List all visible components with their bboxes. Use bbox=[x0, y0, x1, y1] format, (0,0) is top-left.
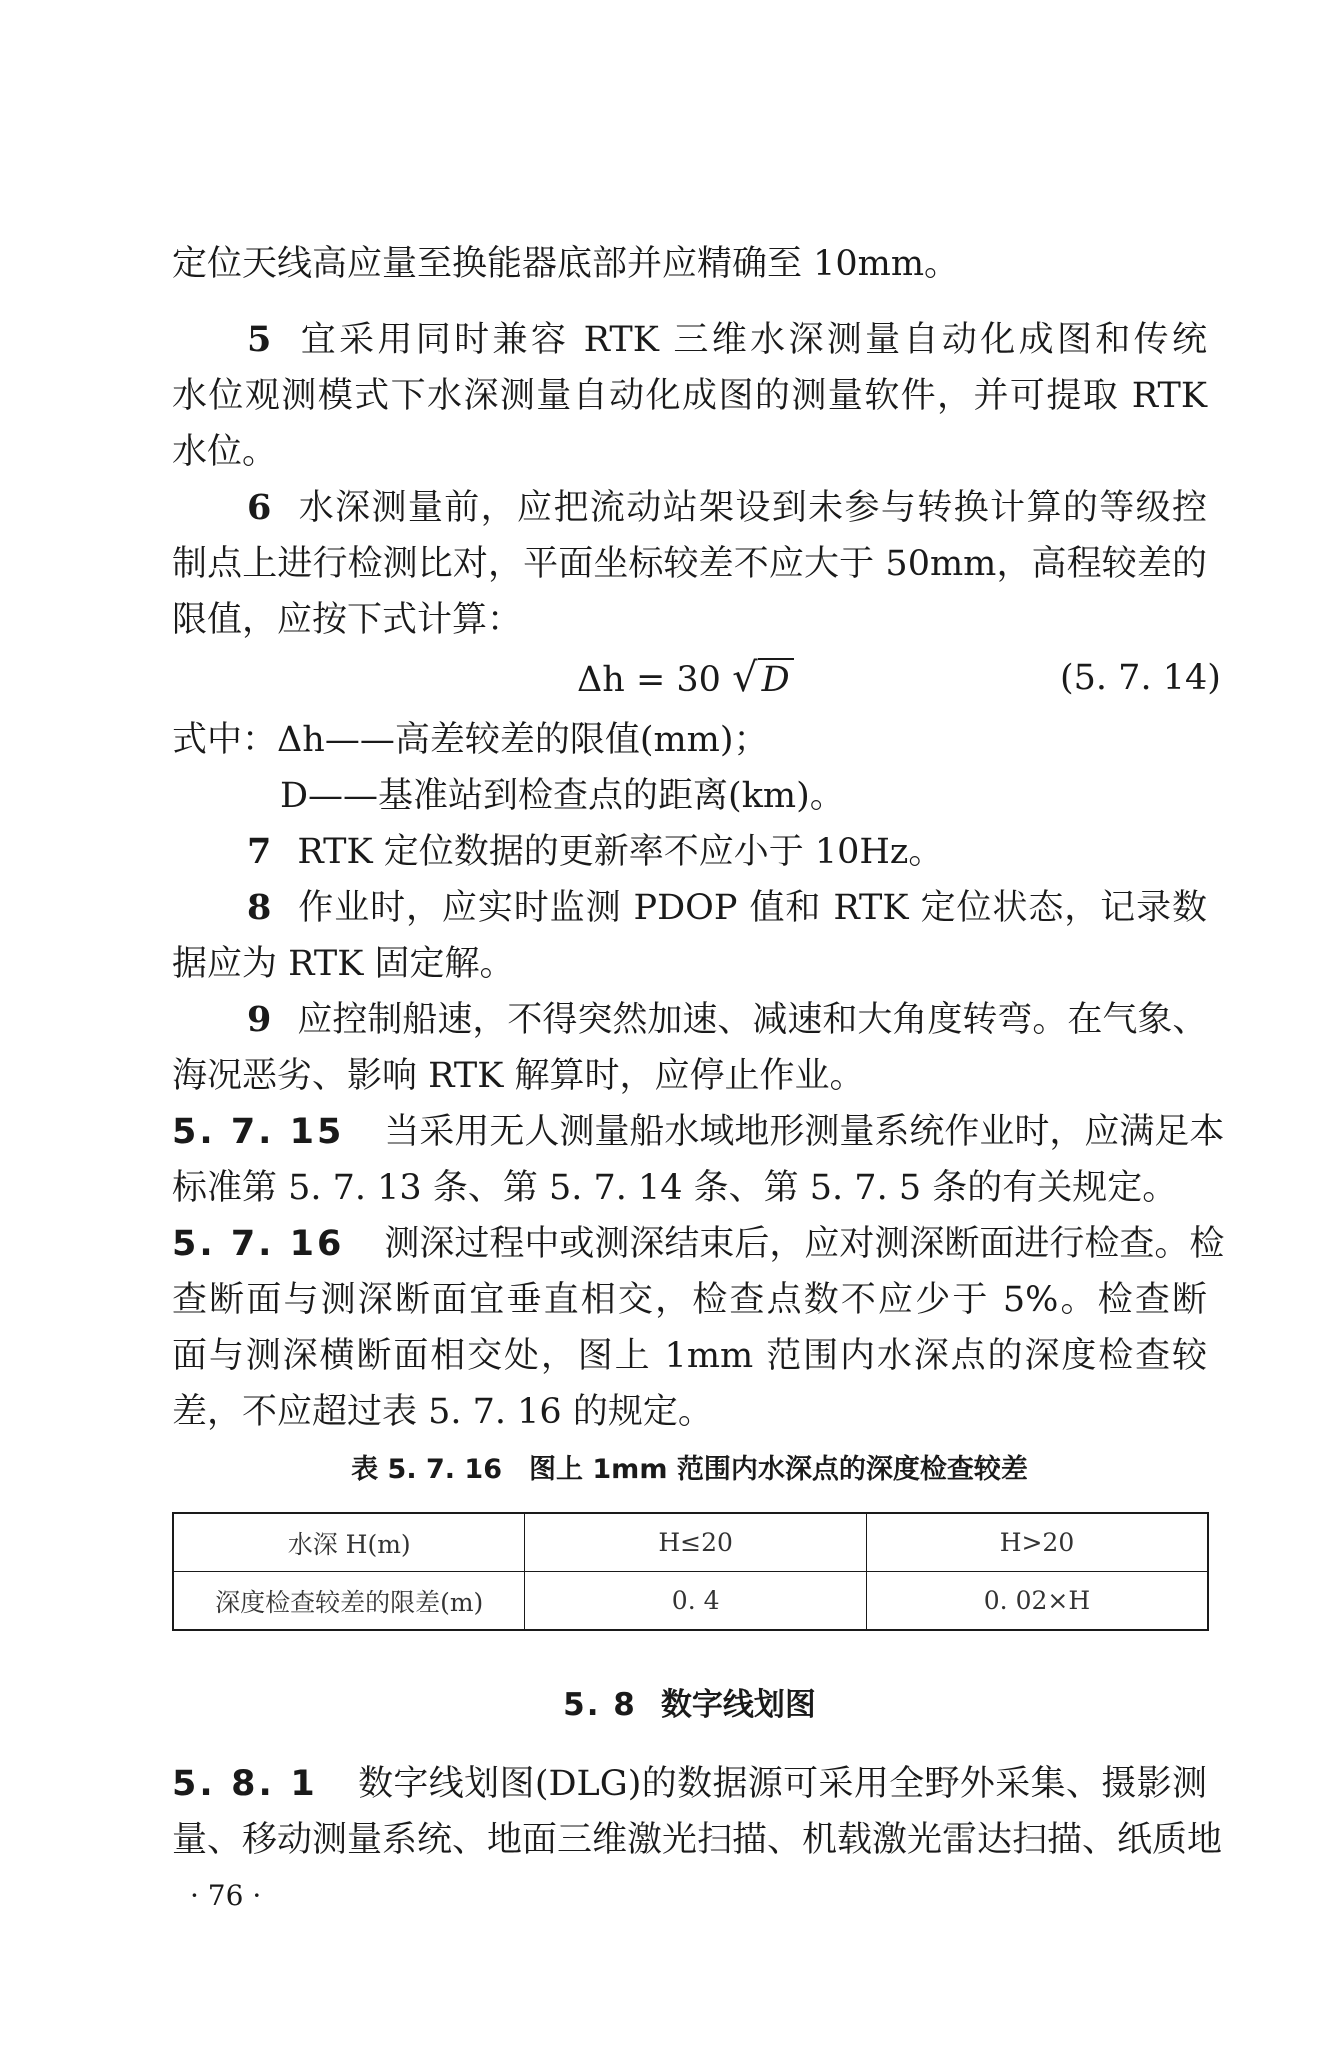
item-number: 5 bbox=[247, 319, 272, 360]
where-line: 式中：Δh——高差较差的限值(mm)； bbox=[172, 720, 769, 760]
item-7 bbox=[247, 824, 1207, 880]
clause-number: 5. 7. 16 bbox=[172, 1224, 345, 1264]
clause-text: 测深过程中或测深结束后，应对测深断面进行检查。检 bbox=[384, 1224, 1225, 1264]
page-number: · 76 · bbox=[190, 1879, 262, 1912]
item-number: 7 bbox=[247, 831, 272, 872]
item-8 bbox=[247, 880, 1207, 936]
item-number: 9 bbox=[247, 999, 272, 1040]
formula-lhs: Δh = 30 bbox=[577, 660, 733, 700]
paragraph-line: 标准第 5. 7. 13 条、第 5. 7. 14 条、第 5. 7. 5 条的有关规定。 bbox=[172, 1168, 1178, 1208]
paragraph-line: 水位。 bbox=[172, 432, 278, 472]
formula: Δh = 30 √ D bbox=[577, 650, 794, 706]
table-cell: 深度检查较差的限差(m) bbox=[173, 1572, 525, 1631]
item-text: 水深测量前，应把流动站架设到未参与转换计算的等级控 bbox=[297, 488, 1207, 528]
item-number: 8 bbox=[247, 887, 272, 928]
limits-table bbox=[172, 1512, 1209, 1631]
table-cell: 0. 4 bbox=[525, 1572, 867, 1631]
section-title: 数字线划图 bbox=[660, 1687, 816, 1723]
paragraph-line: 查断面与测深断面宜垂直相交，检查点数不应少于 5%。检查断 bbox=[172, 1280, 1207, 1320]
table-row bbox=[173, 1513, 1208, 1572]
formula-radicand: D bbox=[758, 658, 794, 700]
paragraph-line: 量、移动测量系统、地面三维激光扫描、机载激光雷达扫描、纸质地 bbox=[172, 1820, 1223, 1860]
clause-5-7-16 bbox=[172, 1216, 1225, 1272]
table-cell: H≤20 bbox=[525, 1513, 867, 1572]
paragraph-line: 水位观测模式下水深测量自动化成图的测量软件，并可提取 RTK bbox=[172, 376, 1207, 416]
section-number: 5. 8 bbox=[563, 1687, 637, 1723]
table-row bbox=[173, 1572, 1208, 1631]
paragraph-line: 海况恶劣、影响 RTK 解算时，应停止作业。 bbox=[172, 1056, 865, 1096]
paragraph-line: 差，不应超过表 5. 7. 16 的规定。 bbox=[172, 1392, 713, 1432]
clause-text: 数字线划图(DLG)的数据源可采用全野外采集、摄影测 bbox=[357, 1764, 1207, 1804]
item-9 bbox=[247, 992, 1207, 1048]
formula-number: (5. 7. 14) bbox=[1060, 658, 1221, 698]
item-number: 6 bbox=[247, 487, 272, 528]
paragraph-line: 面与测深横断面相交处，图上 1mm 范围内水深点的深度检查较 bbox=[172, 1336, 1207, 1376]
where-line: D——基准站到检查点的距离(km)。 bbox=[280, 776, 845, 816]
table-cell: 0. 02×H bbox=[866, 1572, 1208, 1631]
item-text: RTK 定位数据的更新率不应小于 10Hz。 bbox=[297, 832, 944, 872]
table-cell: H>20 bbox=[866, 1513, 1208, 1572]
clause-text: 当采用无人测量船水域地形测量系统作业时，应满足本 bbox=[384, 1112, 1225, 1152]
item-text: 应控制船速，不得突然加速、减速和大角度转弯。在气象、 bbox=[297, 1000, 1208, 1040]
clause-number: 5. 7. 15 bbox=[172, 1112, 345, 1152]
table-cell: 水深 H(m) bbox=[173, 1513, 525, 1572]
paragraph-line: 定位天线高应量至换能器底部并应精确至 10mm。 bbox=[172, 244, 960, 284]
item-text: 作业时，应实时监测 PDOP 值和 RTK 定位状态，记录数 bbox=[297, 888, 1207, 928]
clause-5-8-1 bbox=[172, 1756, 1207, 1812]
item-5 bbox=[247, 312, 1207, 368]
section-heading bbox=[172, 1680, 1207, 1730]
paragraph-line: 限值，应按下式计算： bbox=[172, 600, 523, 640]
paragraph-line: 据应为 RTK 固定解。 bbox=[172, 944, 515, 984]
clause-5-7-15 bbox=[172, 1104, 1225, 1160]
paragraph-line: 制点上进行检测比对，平面坐标较差不应大于 50mm，高程较差的 bbox=[172, 544, 1207, 584]
item-6 bbox=[247, 480, 1207, 536]
table-caption: 表 5. 7. 16 图上 1mm 范围内水深点的深度检查较差 bbox=[351, 1454, 1028, 1485]
item-text: 宜采用同时兼容 RTK 三维水深测量自动化成图和传统 bbox=[297, 320, 1207, 360]
clause-number: 5. 8. 1 bbox=[172, 1764, 318, 1804]
